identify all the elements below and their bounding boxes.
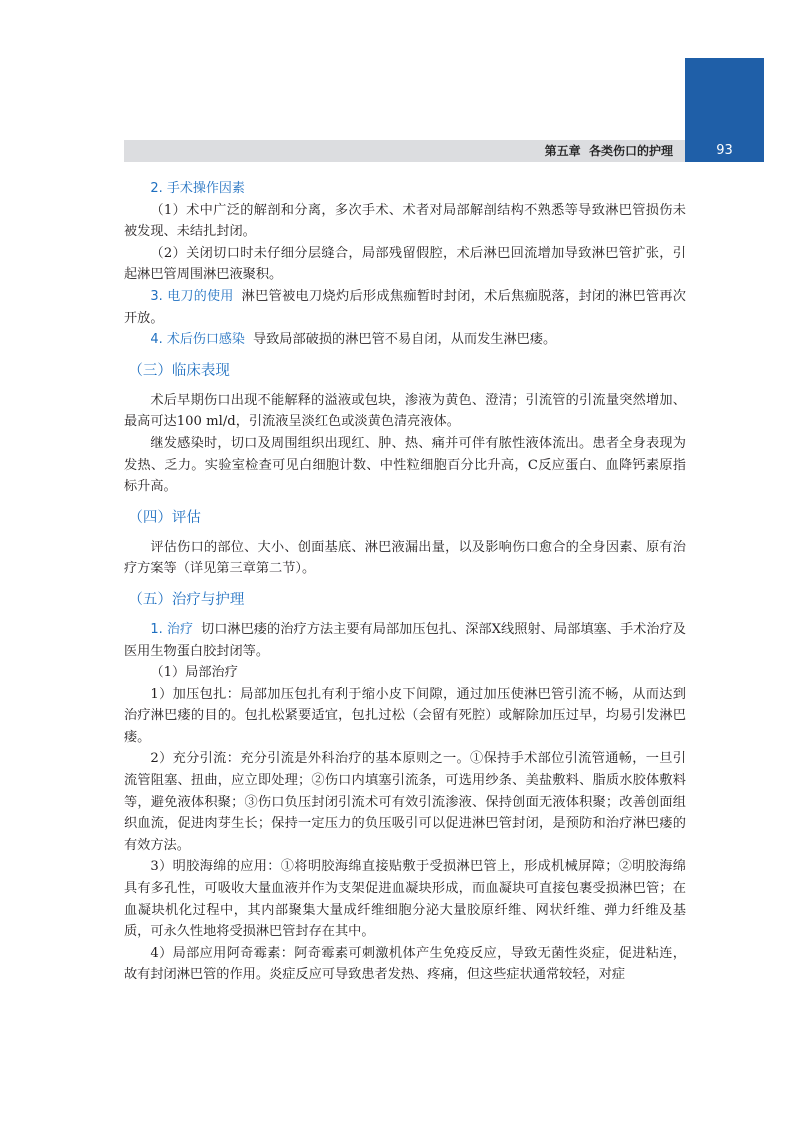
section-heading-clinical: （三）临床表现	[128, 362, 230, 379]
subsection-heading: 2. 手术操作因素	[150, 181, 245, 196]
header-chapter: 第五章	[544, 144, 581, 158]
header-title	[545, 140, 673, 162]
paragraph	[124, 329, 686, 351]
paragraph: 继发感染时，切口及周围组织出现红、肿、热、痛并可伴有脓性液体流出。患者全身表现为发热、乏力。实验室检查可见白细胞计数、中性粒细胞百分比升高，C反应蛋白、血降钙素原指标升高。	[124, 435, 686, 495]
paragraph: （1）术中广泛的解剖和分离，多次手术、术者对局部解剖结构不熟悉等导致淋巴管损伤未被发现、未结扎封闭。	[124, 202, 686, 240]
subsection-heading: 4. 术后伤口感染	[150, 332, 245, 348]
paragraph: 1）加压包扎：局部加压包扎有利于缩小皮下间隙，通过加压使淋巴管引流不畅，从而达到治疗淋巴瘘的目的。包扎松紧要适宜，包扎过松（会留有死腔）或解除加压过早，均易引发淋巴瘘。	[124, 686, 686, 745]
paragraph: 2）充分引流：充分引流是外科治疗的基本原则之一。①保持手术部位引流管通畅，一旦引流管阻塞、扭曲，应立即处理；②伤口内填塞引流条，可选用纱条、美盐敷料、脂质水胶体敷料等，避免液体积聚；③伤口负压封闭引流术可有效引流渗液、保持创面无液体积聚；改善创面组织血流，促进肉芽生长；保持一定压力的负压吸引可以促进淋巴管封闭，是预防和治疗淋巴瘘的有效方法。	[124, 751, 686, 853]
paragraph-text: 导致局部破损的淋巴管不易自闭，从而发生淋巴瘘。	[252, 332, 557, 348]
paragraph	[124, 286, 686, 329]
page-number: 93	[716, 143, 733, 158]
paragraph	[124, 178, 686, 200]
paragraph: 术后早期伤口出现不能解释的溢液或包块，渗液为黄色、澄清；引流管的引流量突然增加、最高可达100 ml/d，引流液呈淡红色或淡黄色清亮液体。	[124, 392, 686, 430]
paragraph: 4）局部应用阿奇霉素：阿奇霉素可刺激机体产生免疫反应，导致无菌性炎症，促进粘连，故有封闭淋巴管的作用。炎症反应可导致患者发热、疼痛，但这些症状通常较轻，对症	[124, 945, 686, 983]
paragraph: 评估伤口的部位、大小、创面基底、淋巴液漏出量，以及影响伤口愈合的全身因素、原有治疗方案等（详见第三章第二节）。	[124, 539, 686, 577]
running-header	[124, 140, 685, 162]
page-body	[124, 178, 686, 986]
paragraph-text: 切口淋巴瘘的治疗方法主要有局部加压包扎、深部X线照射、局部填塞、手术治疗及医用生物蛋白胶封闭等。	[124, 621, 686, 659]
paragraph	[124, 619, 686, 662]
section-heading-treatment: （五）治疗与护理	[128, 591, 245, 608]
paragraph: （2）关闭切口时未仔细分层缝合，局部残留假腔，术后淋巴回流增加导致淋巴管扩张，引起淋巴管周围淋巴液聚积。	[124, 245, 686, 283]
subsection-heading: 3. 电刀的使用	[150, 288, 234, 304]
section-heading-assessment: （四）评估	[128, 509, 201, 526]
paragraph: 3）明胶海绵的应用：①将明胶海绵直接贴敷于受损淋巴管上，形成机械屏障；②明胶海绵具有多孔性，可吸收大量血液并作为支架促进血凝块形成，而血凝块可直接包裹受损淋巴管；在血凝块机化过程中，其内部聚集大量成纤维细胞分泌大量胶原纤维、网状纤维、弹力纤维及基质，可永久性地将受损淋巴管封存在其中。	[124, 859, 686, 940]
paragraph-text: 淋巴管被电刀烧灼后形成焦痂暂时封闭，术后焦痂脱落，封闭的淋巴管再次开放。	[124, 288, 686, 326]
header-chapter-title: 各类伤口的护理	[588, 144, 673, 158]
subsection-heading: 1. 治疗	[150, 621, 193, 637]
paragraph: （1）局部治疗	[150, 665, 238, 681]
